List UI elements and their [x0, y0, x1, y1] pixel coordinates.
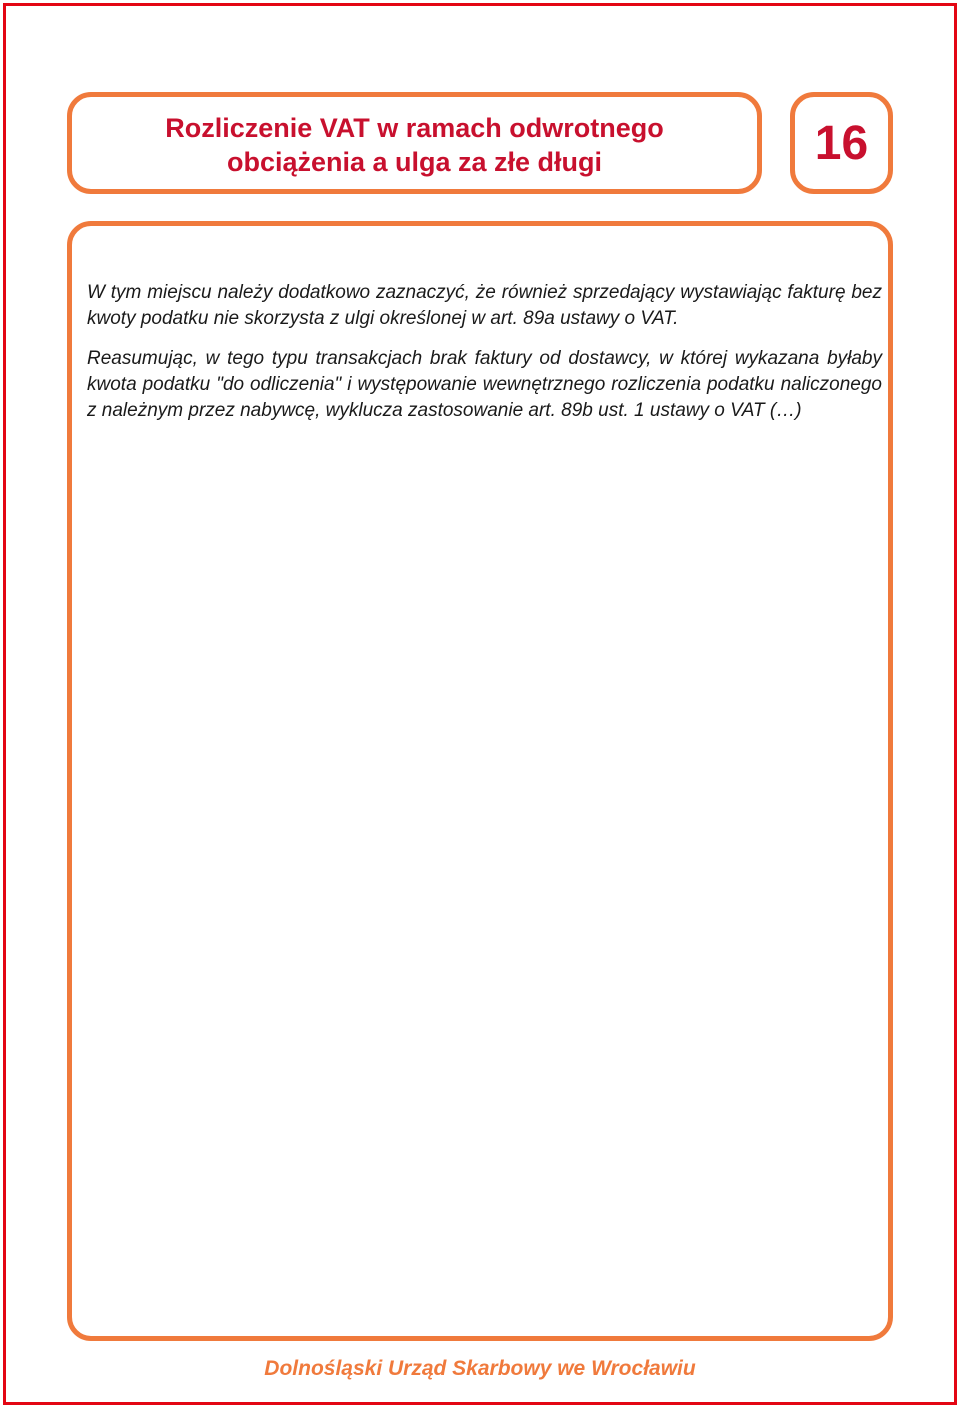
paragraph: W tym miejscu należy dodatkowo zaznaczyć, że również sprzedający wystawiając fakturę bez kwoty podatku nie skorzysta z ulgi określonej w art. 89a ustawy o VAT.	[87, 282, 882, 329]
page-title-line-2: obciążenia a ulga za złe długi	[226, 147, 603, 177]
paragraph: Reasumując, w tego typu transakcjach brak faktury od dostawcy, w której wykazana byłaby kwota podatku "do odliczenia" i występowanie wewnętrznego rozliczenia podatku naliczonego z należnym przez nabywcę, wyklucza zastosowanie art. 89b ust. 1 ustawy o VAT (…)	[87, 348, 882, 421]
footer-office-name: Dolnośląski Urząd Skarbowy we Wrocławiu	[264, 1357, 696, 1380]
page-number: 16	[814, 117, 869, 170]
page-title	[72, 111, 757, 179]
page-number-box	[790, 92, 893, 194]
content-body	[87, 280, 882, 424]
content-box	[67, 221, 893, 1341]
page-title-line-1: Rozliczenie VAT w ramach odwrotnego	[165, 113, 664, 143]
title-box	[67, 92, 762, 194]
